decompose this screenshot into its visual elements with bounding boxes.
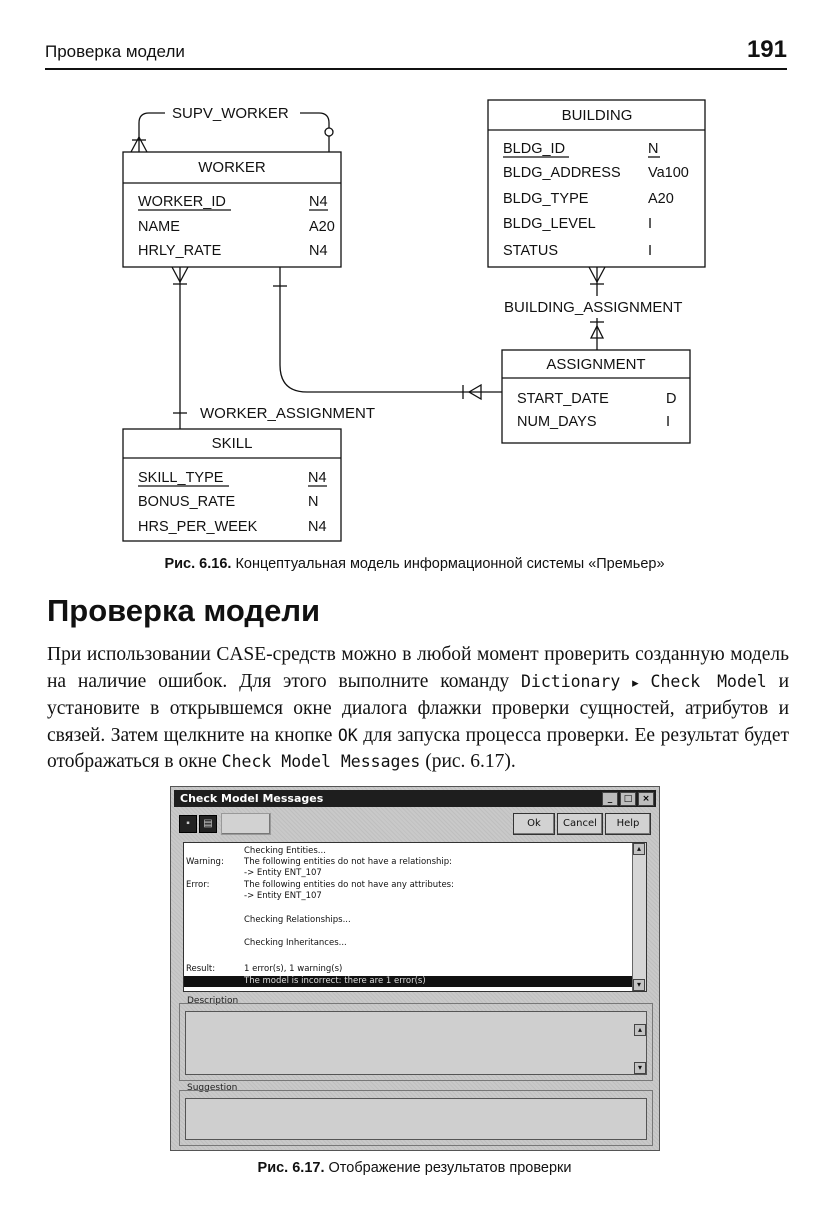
relationship-supv-worker bbox=[131, 105, 333, 152]
messages-list[interactable] bbox=[183, 842, 647, 992]
attr-name: STATUS bbox=[503, 243, 559, 259]
relationship-label: BUILDING_ASSIGNMENT bbox=[504, 299, 683, 316]
relationship-worker-skill bbox=[172, 267, 188, 429]
attr-type: Va100 bbox=[648, 165, 689, 181]
attr-name: NUM_DAYS bbox=[517, 414, 597, 430]
attr-type: I bbox=[648, 216, 653, 232]
description-label: Description bbox=[187, 996, 239, 1006]
attr-name: SKILL_TYPE bbox=[138, 470, 224, 486]
entity-worker bbox=[123, 152, 341, 267]
scroll-down-icon[interactable]: ▾ bbox=[634, 1062, 646, 1074]
er-diagram bbox=[0, 0, 829, 560]
maximize-icon[interactable]: □ bbox=[620, 792, 636, 806]
entity-title: WORKER bbox=[198, 159, 266, 176]
attr-type: N4 bbox=[309, 243, 328, 259]
attr-type: I bbox=[666, 414, 671, 430]
relationship-building-assignment bbox=[504, 267, 682, 350]
message-row[interactable]: -> Entity ENT_107 bbox=[244, 868, 322, 878]
attr-type: A20 bbox=[309, 219, 335, 235]
dialog-title: Check Model Messages bbox=[180, 792, 324, 805]
attr-name: BLDG_ADDRESS bbox=[503, 165, 621, 181]
attr-name: HRS_PER_WEEK bbox=[138, 519, 258, 535]
message-row[interactable]: Checking Relationships... bbox=[244, 915, 351, 925]
message-row[interactable]: Result: 1 error(s), 1 warning(s) bbox=[186, 964, 343, 974]
command-name: Dictionary bbox=[520, 671, 621, 691]
page-number: 191 bbox=[746, 36, 787, 63]
relationship-label: WORKER_ASSIGNMENT bbox=[200, 405, 376, 422]
message-row-selected[interactable]: The model is incorrect: there are 1 error(s) bbox=[184, 976, 632, 987]
check-model-dialog bbox=[170, 786, 660, 1151]
message-row[interactable]: Checking Inheritances... bbox=[244, 938, 347, 948]
attr-name: WORKER_ID bbox=[138, 194, 226, 210]
text-run: При использовании CASE-средств можно в любой момент проверить созданную модель на наличие ошибок. Для этого выполните команду bbox=[47, 644, 789, 692]
description-textarea[interactable] bbox=[185, 1011, 647, 1075]
attr-name: HRLY_RATE bbox=[138, 243, 222, 259]
message-row[interactable]: -> Entity ENT_107 bbox=[244, 891, 322, 901]
attr-name: BONUS_RATE bbox=[138, 494, 236, 510]
attr-type: N4 bbox=[308, 470, 327, 486]
text-run: для запуска процесса проверки. Ее результат будет отображаться в окне bbox=[47, 724, 789, 772]
scroll-down-icon[interactable]: ▾ bbox=[633, 979, 645, 991]
entity-assignment bbox=[502, 350, 690, 443]
attr-name: BLDG_LEVEL bbox=[503, 216, 596, 232]
entity-title: ASSIGNMENT bbox=[546, 356, 646, 373]
caption-text: Концептуальная модель информационной системы «Премьер» bbox=[235, 556, 665, 572]
caption-label: Рис. 6.17. bbox=[257, 1160, 325, 1176]
attr-type: N4 bbox=[309, 194, 328, 210]
dialog-toolbar bbox=[177, 812, 653, 836]
attr-type: N4 bbox=[308, 519, 327, 535]
ok-button[interactable]: Ok bbox=[513, 813, 555, 835]
text-run: и установите в открывшемся окне диалога флажки проверки сущностей, атрибутов и связей. Затем щелкните на кнопке bbox=[47, 670, 790, 746]
scroll-up-icon[interactable]: ▴ bbox=[633, 843, 645, 855]
command-name: Check Model Messages bbox=[221, 752, 421, 771]
print-icon[interactable]: ▤ bbox=[199, 815, 217, 833]
command-name: Check Model bbox=[650, 671, 767, 691]
attr-type: I bbox=[648, 243, 653, 259]
minimize-icon[interactable]: _ bbox=[602, 792, 618, 806]
body-paragraph bbox=[47, 642, 789, 776]
menu-arrow: ▸ bbox=[632, 674, 639, 690]
caption-text: Отображение результатов проверки bbox=[328, 1160, 572, 1176]
figure-caption bbox=[0, 556, 829, 572]
attr-type: N bbox=[648, 141, 659, 157]
relationship-label: SUPV_WORKER bbox=[172, 105, 289, 122]
message-row[interactable]: Checking Entities... bbox=[244, 846, 326, 856]
close-icon[interactable]: × bbox=[638, 792, 654, 806]
message-row[interactable]: Warning: The following entities do not have a relationship: bbox=[186, 857, 453, 867]
text-run: (рис. 6.17). bbox=[420, 751, 516, 772]
cancel-button[interactable]: Cancel bbox=[557, 813, 603, 835]
attr-name: BLDG_ID bbox=[503, 141, 566, 157]
attr-name: START_DATE bbox=[517, 391, 609, 407]
entity-title: SKILL bbox=[211, 435, 253, 452]
relationship-worker-assignment bbox=[200, 267, 502, 422]
attr-type: D bbox=[666, 391, 677, 407]
attr-name: NAME bbox=[138, 219, 180, 235]
help-button[interactable]: Help bbox=[605, 813, 651, 835]
disabled-button[interactable] bbox=[221, 813, 271, 835]
scroll-up-icon[interactable]: ▴ bbox=[634, 1024, 646, 1036]
entity-skill bbox=[123, 429, 341, 541]
command-name: OK bbox=[337, 725, 358, 745]
running-title: Проверка модели bbox=[45, 42, 185, 61]
attr-type: N bbox=[308, 494, 319, 510]
suggestion-textarea[interactable] bbox=[185, 1098, 647, 1140]
entity-building bbox=[488, 100, 705, 267]
caption-label: Рис. 6.16. bbox=[164, 556, 232, 572]
message-row[interactable]: Error: The following entities do not have any attributes: bbox=[186, 880, 454, 890]
section-heading: Проверка модели bbox=[47, 593, 321, 628]
suggestion-label: Suggestion bbox=[187, 1083, 238, 1093]
attr-type: A20 bbox=[648, 191, 674, 207]
save-icon[interactable]: ▪ bbox=[179, 815, 197, 833]
attr-name: BLDG_TYPE bbox=[503, 191, 589, 207]
figure-caption bbox=[0, 1160, 829, 1176]
dialog-titlebar[interactable] bbox=[174, 790, 656, 807]
vertical-scrollbar[interactable] bbox=[632, 843, 646, 991]
entity-title: BUILDING bbox=[561, 107, 633, 124]
